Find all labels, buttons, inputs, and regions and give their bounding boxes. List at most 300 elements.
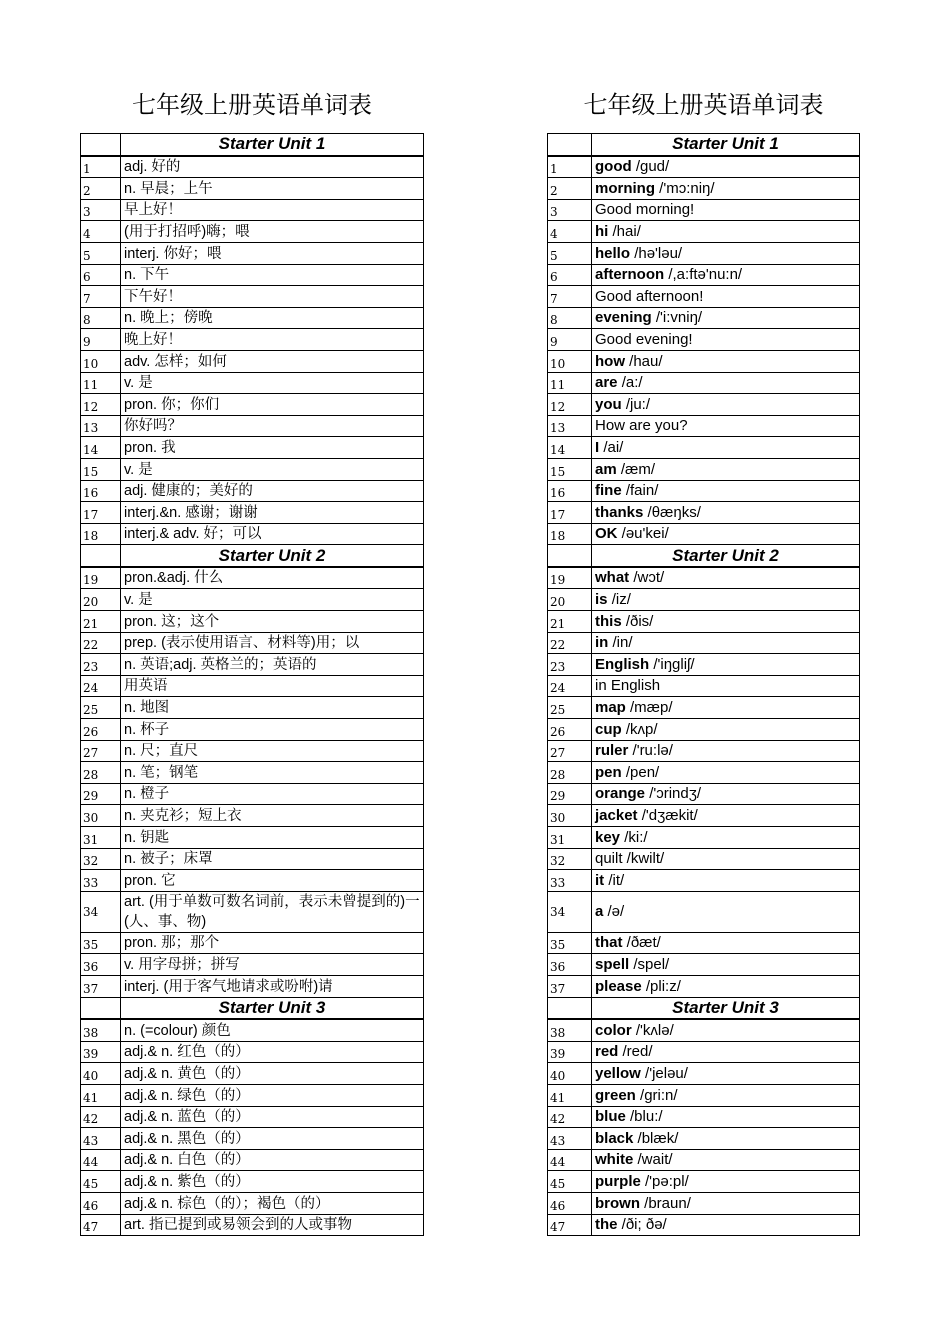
chinese-meaning: v. 是	[121, 589, 424, 611]
pronunciation: /'mɔ:niŋ/	[659, 179, 715, 197]
row-number: 11	[81, 372, 121, 394]
word-cell	[592, 1128, 860, 1150]
chinese-meaning: n. 被子；床罩	[121, 848, 424, 870]
english-word: this	[595, 612, 622, 630]
chinese-meaning: interj. (用于客气地请求或吩咐)请	[121, 975, 424, 997]
row-number: 9	[81, 329, 121, 351]
english-word: map	[595, 699, 626, 717]
word-cell	[592, 697, 860, 719]
meaning-row	[81, 611, 424, 633]
word-row	[548, 199, 860, 221]
meaning-row	[81, 329, 424, 351]
word-row	[548, 611, 860, 633]
word-row	[548, 1041, 860, 1063]
word-cell	[592, 178, 860, 200]
chinese-meaning: 晚上好！	[121, 329, 424, 351]
row-number: 2	[548, 178, 592, 200]
word-row	[548, 502, 860, 524]
word-row	[548, 1149, 860, 1171]
english-word: you	[595, 395, 622, 413]
word-cell	[592, 480, 860, 502]
row-number: 7	[548, 286, 592, 308]
row-number: 3	[548, 199, 592, 221]
word-row	[548, 350, 860, 372]
unit-header-blank-cell	[548, 997, 592, 1019]
word-row	[548, 415, 860, 437]
row-number: 12	[81, 394, 121, 416]
meaning-row	[81, 762, 424, 784]
pronunciation: /it/	[608, 871, 625, 889]
pronunciation: /'jeləu/	[645, 1064, 688, 1082]
chinese-meaning: adv. 怎样；如何	[121, 350, 424, 372]
meaning-row	[81, 954, 424, 976]
pronunciation: quilt /kwilt/	[595, 850, 665, 868]
word-row	[548, 589, 860, 611]
row-number: 12	[548, 394, 592, 416]
row-number: 4	[548, 221, 592, 243]
row-number: 34	[81, 891, 121, 932]
row-number: 11	[548, 372, 592, 394]
word-row	[548, 932, 860, 954]
meaning-row	[81, 286, 424, 308]
meaning-row	[81, 156, 424, 178]
english-word: fine	[595, 482, 622, 500]
row-number: 21	[81, 611, 121, 633]
row-number: 15	[548, 458, 592, 480]
chinese-meaning: pron. 它	[121, 870, 424, 892]
meaning-row	[81, 1084, 424, 1106]
english-word: spell	[595, 955, 630, 973]
pronunciation: /braun/	[644, 1194, 691, 1212]
pronunciation: /ki:/	[624, 828, 648, 846]
unit-title: Starter Unit 1	[121, 134, 424, 156]
chinese-meaning: n. 钥匙	[121, 827, 424, 849]
row-number: 28	[548, 762, 592, 784]
meaning-row	[81, 523, 424, 545]
word-row	[548, 178, 860, 200]
row-number: 32	[548, 848, 592, 870]
word-cell	[592, 437, 860, 459]
chinese-meaning: pron. 你；你们	[121, 394, 424, 416]
english-word: pen	[595, 763, 622, 781]
row-number: 24	[81, 675, 121, 697]
meaning-row	[81, 264, 424, 286]
unit-header-row	[548, 545, 860, 567]
row-number: 41	[548, 1084, 592, 1106]
word-row	[548, 848, 860, 870]
chinese-meaning: pron.&adj. 什么	[121, 567, 424, 589]
row-number: 30	[548, 805, 592, 827]
row-number: 19	[81, 567, 121, 589]
row-number: 27	[548, 740, 592, 762]
pronunciation: /red/	[622, 1043, 653, 1061]
meaning-row	[81, 458, 424, 480]
pronunciation: /æm/	[620, 460, 656, 478]
row-number: 8	[548, 307, 592, 329]
english-word: brown	[595, 1194, 640, 1212]
unit-title: Starter Unit 1	[592, 134, 860, 156]
word-cell	[592, 762, 860, 784]
meaning-row	[81, 350, 424, 372]
meaning-row	[81, 437, 424, 459]
row-number: 25	[81, 697, 121, 719]
pronunciation: /ðæt/	[626, 934, 661, 952]
word-cell	[592, 1171, 860, 1193]
meaning-row	[81, 1149, 424, 1171]
word-row	[548, 1063, 860, 1085]
english-word: I	[595, 438, 600, 456]
english-word: English	[595, 655, 650, 673]
word-row	[548, 242, 860, 264]
row-number: 23	[548, 654, 592, 676]
pronunciation: /spel/	[633, 955, 670, 973]
english-word: how	[595, 352, 625, 370]
word-cell	[592, 329, 860, 351]
word-cell	[592, 350, 860, 372]
chinese-meaning: 用英语	[121, 675, 424, 697]
chinese-meaning: pron. 那；那个	[121, 932, 424, 954]
right-page-title: 七年级上册英语单词表	[583, 91, 824, 119]
row-number: 45	[548, 1171, 592, 1193]
word-row	[548, 654, 860, 676]
word-row	[548, 1019, 860, 1041]
word-row	[548, 286, 860, 308]
word-row	[548, 697, 860, 719]
meaning-row	[81, 870, 424, 892]
english-word: hello	[595, 244, 631, 262]
unit-header-blank-cell	[548, 545, 592, 567]
meaning-row	[81, 827, 424, 849]
chinese-meaning: n. 早晨；上午	[121, 178, 424, 200]
english-word: thanks	[595, 503, 644, 521]
row-number: 3	[81, 199, 121, 221]
word-cell	[592, 654, 860, 676]
word-cell	[592, 264, 860, 286]
word-row	[548, 523, 860, 545]
row-number: 13	[548, 415, 592, 437]
chinese-meaning: 下午好！	[121, 286, 424, 308]
row-number: 4	[81, 221, 121, 243]
row-number: 34	[548, 891, 592, 932]
row-number: 33	[548, 870, 592, 892]
row-number: 18	[81, 523, 121, 545]
english-word: a	[595, 902, 604, 920]
chinese-meaning: 早上好！	[121, 199, 424, 221]
row-number: 39	[81, 1041, 121, 1063]
word-row	[548, 954, 860, 976]
pronunciation: /,a:ftə'nu:n/	[668, 266, 743, 284]
meaning-row	[81, 307, 424, 329]
row-number: 30	[81, 805, 121, 827]
english-word: are	[595, 374, 618, 392]
row-number: 16	[548, 480, 592, 502]
word-cell	[592, 502, 860, 524]
meaning-row	[81, 199, 424, 221]
word-row	[548, 329, 860, 351]
word-cell	[592, 1019, 860, 1041]
word-cell	[592, 307, 860, 329]
word-cell	[592, 740, 860, 762]
word-cell	[592, 1214, 860, 1236]
word-cell	[592, 675, 860, 697]
meaning-row	[81, 1171, 424, 1193]
pronunciation: /ai/	[603, 438, 624, 456]
word-cell	[592, 372, 860, 394]
row-number: 10	[548, 350, 592, 372]
chinese-meaning: adj.& n. 棕色（的）；褐色（的）	[121, 1192, 424, 1214]
english-word: jacket	[595, 807, 638, 824]
pronunciation: /'ru:lə/	[632, 742, 673, 760]
row-number: 31	[81, 827, 121, 849]
meaning-row	[81, 675, 424, 697]
chinese-meaning: n. 尺；直尺	[121, 740, 424, 762]
row-number: 25	[548, 697, 592, 719]
row-number: 42	[81, 1106, 121, 1128]
unit-header-blank-cell	[81, 134, 121, 156]
pronunciation: /mæp/	[630, 699, 673, 717]
row-number: 44	[81, 1149, 121, 1171]
pronunciation: /in/	[612, 634, 633, 652]
pronunciation: /'i:vniŋ/	[655, 309, 703, 327]
word-cell	[592, 719, 860, 741]
meaning-row	[81, 480, 424, 502]
pronunciation: Good morning!	[595, 201, 695, 219]
row-number: 36	[81, 954, 121, 976]
row-number: 5	[548, 242, 592, 264]
pronunciation: in English	[595, 677, 661, 695]
word-row	[548, 372, 860, 394]
word-row	[548, 975, 860, 997]
row-number: 46	[548, 1192, 592, 1214]
pronunciation: /əu'kei/	[621, 525, 669, 543]
word-row	[548, 307, 860, 329]
row-number: 28	[81, 762, 121, 784]
chinese-meaning: adj.& n. 白色（的）	[121, 1149, 424, 1171]
pronunciation: /iz/	[611, 591, 631, 609]
chinese-meaning: interj. 你好；喂	[121, 242, 424, 264]
chinese-meaning: interj.& adv. 好；可以	[121, 523, 424, 545]
unit-header-row	[81, 997, 424, 1019]
word-row	[548, 264, 860, 286]
pronunciation: Good afternoon!	[595, 287, 704, 305]
word-cell	[592, 805, 860, 827]
unit-header-row	[548, 134, 860, 156]
row-number: 38	[548, 1019, 592, 1041]
chinese-meaning: n. 橙子	[121, 783, 424, 805]
word-cell	[592, 415, 860, 437]
word-cell	[592, 1084, 860, 1106]
chinese-meaning: art. 指已提到或易领会到的人或事物	[121, 1214, 424, 1236]
word-row	[548, 675, 860, 697]
word-row	[548, 762, 860, 784]
word-cell	[592, 1041, 860, 1063]
row-number: 40	[81, 1063, 121, 1085]
row-number: 33	[81, 870, 121, 892]
word-row	[548, 1084, 860, 1106]
english-word: white	[595, 1151, 634, 1169]
meaning-row	[81, 632, 424, 654]
chinese-meaning: prep. (表示使用语言、材料等)用；以	[121, 632, 424, 654]
english-word: that	[595, 934, 623, 952]
row-number: 16	[81, 480, 121, 502]
unit-title: Starter Unit 3	[592, 997, 860, 1019]
word-cell	[592, 1149, 860, 1171]
meaning-row	[81, 1063, 424, 1085]
row-number: 24	[548, 675, 592, 697]
row-number: 21	[548, 611, 592, 633]
pronunciation: /pen/	[625, 763, 660, 781]
chinese-meaning: n. 下午	[121, 264, 424, 286]
english-word: color	[595, 1021, 632, 1039]
english-word: morning	[595, 179, 655, 197]
pronunciation: Good evening!	[595, 330, 693, 348]
unit-header-row	[81, 545, 424, 567]
english-word: please	[595, 977, 642, 995]
word-cell	[592, 458, 860, 480]
pronunciation: /hə'ləu/	[634, 244, 683, 262]
pronunciation: /θæŋks/	[647, 503, 701, 521]
word-cell	[592, 827, 860, 849]
pronunciation: /ə/	[607, 902, 625, 920]
chinese-meaning: adj. 健康的；美好的	[121, 480, 424, 502]
word-row	[548, 805, 860, 827]
meaning-row	[81, 567, 424, 589]
unit-header-blank-cell	[548, 134, 592, 156]
english-word: green	[595, 1086, 636, 1104]
english-word: afternoon	[595, 266, 665, 284]
row-number: 26	[548, 719, 592, 741]
word-cell	[592, 870, 860, 892]
english-word: yellow	[595, 1064, 641, 1082]
chinese-meaning: pron. 我	[121, 437, 424, 459]
row-number: 36	[548, 954, 592, 976]
word-row	[548, 156, 860, 178]
row-number: 29	[81, 783, 121, 805]
chinese-meaning: n. 笔；钢笔	[121, 762, 424, 784]
word-row	[548, 221, 860, 243]
chinese-meaning: pron. 这；这个	[121, 611, 424, 633]
row-number: 1	[81, 156, 121, 178]
english-word: orange	[595, 785, 646, 803]
english-word-table	[547, 133, 860, 1236]
word-cell	[592, 199, 860, 221]
row-number: 47	[548, 1214, 592, 1236]
row-number: 39	[548, 1041, 592, 1063]
pronunciation: /gud/	[635, 158, 670, 176]
row-number: 6	[548, 264, 592, 286]
english-word: good	[595, 158, 632, 176]
word-cell	[592, 286, 860, 308]
pronunciation: /'dʒækit/	[641, 807, 698, 824]
pronunciation: /gri:n/	[640, 1086, 678, 1104]
row-number: 14	[81, 437, 121, 459]
pronunciation: /wɔt/	[633, 569, 665, 587]
row-number: 2	[81, 178, 121, 200]
chinese-meaning: n. (=colour) 颜色	[121, 1019, 424, 1041]
chinese-meaning: n. 地图	[121, 697, 424, 719]
english-word: the	[595, 1216, 618, 1234]
meaning-row	[81, 502, 424, 524]
meaning-row	[81, 975, 424, 997]
row-number: 20	[548, 589, 592, 611]
chinese-meaning: adj.& n. 黄色（的）	[121, 1063, 424, 1085]
row-number: 44	[548, 1149, 592, 1171]
meaning-row	[81, 1128, 424, 1150]
meaning-row	[81, 1214, 424, 1236]
chinese-meaning: v. 是	[121, 458, 424, 480]
row-number: 18	[548, 523, 592, 545]
word-row	[548, 1192, 860, 1214]
english-word: in	[595, 634, 609, 652]
meaning-row	[81, 654, 424, 676]
row-number: 9	[548, 329, 592, 351]
row-number: 35	[548, 932, 592, 954]
word-cell	[592, 394, 860, 416]
chinese-meaning: adj.& n. 紫色（的）	[121, 1171, 424, 1193]
chinese-meaning: adj.& n. 绿色（的）	[121, 1084, 424, 1106]
chinese-meaning: adj.& n. 蓝色（的）	[121, 1106, 424, 1128]
chinese-meaning-table	[80, 133, 424, 1236]
row-number: 14	[548, 437, 592, 459]
word-row	[548, 480, 860, 502]
row-number: 8	[81, 307, 121, 329]
word-cell	[592, 156, 860, 178]
word-row	[548, 719, 860, 741]
pronunciation: /wait/	[637, 1151, 673, 1169]
english-word: evening	[595, 309, 652, 327]
pronunciation: /blæk/	[637, 1129, 679, 1147]
word-cell	[592, 891, 860, 932]
chinese-meaning: art. (用于单数可数名词前，表示未曾提到的)一(人、事、物)	[121, 891, 424, 932]
pronunciation: /hai/	[612, 222, 641, 240]
english-word: hi	[595, 222, 609, 240]
pronunciation: /fain/	[625, 482, 659, 500]
row-number: 10	[81, 350, 121, 372]
pronunciation: /ði; ðə/	[621, 1216, 667, 1234]
pronunciation: /blu:/	[630, 1108, 663, 1126]
row-number: 6	[81, 264, 121, 286]
unit-header-row	[81, 134, 424, 156]
chinese-meaning: v. 是	[121, 372, 424, 394]
meaning-row	[81, 242, 424, 264]
word-row	[548, 740, 860, 762]
row-number: 42	[548, 1106, 592, 1128]
meaning-row	[81, 178, 424, 200]
row-number: 43	[81, 1128, 121, 1150]
pronunciation: /a:/	[621, 374, 643, 392]
meaning-row	[81, 740, 424, 762]
row-number: 32	[81, 848, 121, 870]
word-row	[548, 1106, 860, 1128]
meaning-row	[81, 932, 424, 954]
word-row	[548, 458, 860, 480]
row-number: 15	[81, 458, 121, 480]
chinese-meaning: v. 用字母拼；拼写	[121, 954, 424, 976]
word-cell	[592, 954, 860, 976]
meaning-row	[81, 891, 424, 932]
word-cell	[592, 1106, 860, 1128]
word-row	[548, 437, 860, 459]
meaning-row	[81, 1019, 424, 1041]
word-row	[548, 870, 860, 892]
chinese-meaning: n. 英语;adj. 英格兰的；英语的	[121, 654, 424, 676]
row-number: 17	[548, 502, 592, 524]
left-page-title: 七年级上册英语单词表	[132, 91, 372, 119]
word-cell	[592, 1063, 860, 1085]
meaning-row	[81, 589, 424, 611]
pronunciation: How are you?	[595, 417, 688, 435]
row-number: 41	[81, 1084, 121, 1106]
